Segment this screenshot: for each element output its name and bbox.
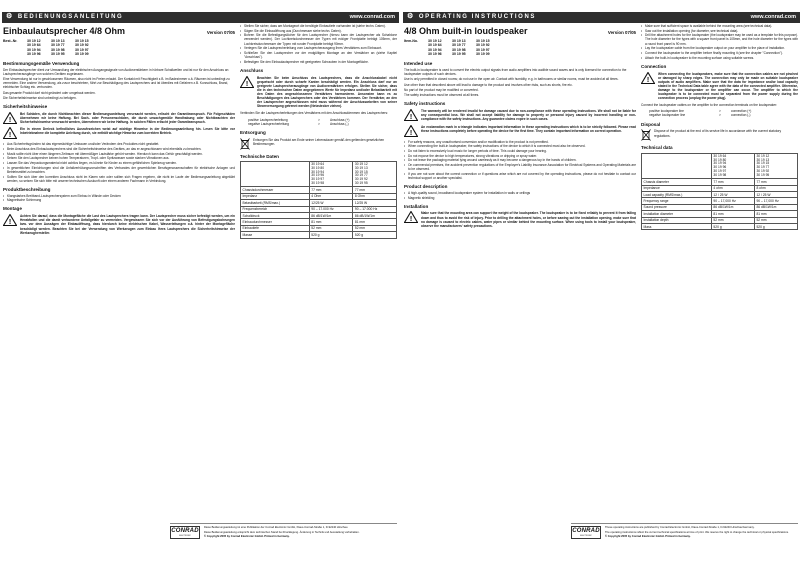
table-cell: 77 mm xyxy=(711,179,754,185)
paragraph: Das gesamte Produkt darf nicht geändert oder umgebaut werden. xyxy=(3,90,96,95)
table-cell xyxy=(642,154,712,179)
table-cell: 12/25 W xyxy=(353,200,397,206)
table-cell: 520 g xyxy=(754,224,797,230)
paragraph: The built-in loudspeaker is used to convert the electric output signals from audio amplifiers into audible sound waves and is only licensed for connection to the loudspeaker outputs of such devices. xyxy=(404,67,627,76)
page-title: 4/8 Ohm built-in loudspeaker xyxy=(404,26,528,36)
item-number: 30 19 09 xyxy=(75,52,89,57)
conn-cell: negative loudspeaker line xyxy=(649,113,686,118)
item-number: 30 19 64 xyxy=(27,43,41,48)
section-heading: Anschluss xyxy=(240,67,264,73)
list-item: • Sägen Sie die Einbauöffnung aus (Durchmesser siehe techn. Daten). xyxy=(240,29,397,33)
version: Version 07/05 xyxy=(206,30,235,35)
paragraph: No part of the product may be modified or converted. xyxy=(404,87,479,92)
table-cell xyxy=(241,162,310,187)
conn-cell: negative Lautsprecherleitung xyxy=(248,121,289,126)
table-cell: 81 mm xyxy=(711,211,754,217)
table-cell: 12 / 25 W xyxy=(754,191,797,197)
table-cell: 52 mm xyxy=(353,225,397,231)
list-item: • Schließen Sie den Lautsprecher vor der endgültigen Montage an den Verstärker an (siehe Kapitel "Anschluss"). xyxy=(240,51,397,59)
table-cell: 81 mm xyxy=(309,219,353,225)
description-list xyxy=(404,191,636,200)
description-list xyxy=(3,194,235,203)
warning-triangle-icon xyxy=(404,109,418,121)
paragraph: Verbinden Sie die Lautsprecherleitungen des Verstärkers mit den Anschlussklemmen des Lautsprechers: xyxy=(240,111,388,116)
table-cell: 81 mm xyxy=(754,211,797,217)
table-cell: 4 Ohm xyxy=(309,193,353,199)
section-heading: Technical data xyxy=(641,145,673,151)
gear-icon: ⚙ xyxy=(6,13,14,21)
table-row xyxy=(642,224,798,230)
table-cell: 8 Ohm xyxy=(353,193,397,199)
table-cell: Installation diameter xyxy=(642,211,712,217)
table-cell: Frequenzbereich xyxy=(241,206,310,212)
svg-text:!: ! xyxy=(409,129,413,137)
item-number: 30 19 96 xyxy=(428,52,442,57)
item-number: 30 19 92 xyxy=(476,43,490,48)
footer xyxy=(571,523,798,549)
section-heading: Technische Daten xyxy=(240,153,279,159)
table-cell: 30 19 64 30 19 80 30 19 94 30 19 96 30 19 97 30 19 98 xyxy=(711,154,754,179)
warning-triangle-icon xyxy=(3,112,17,124)
table-row xyxy=(241,162,397,187)
warning-triangle-icon xyxy=(641,72,655,84)
paragraph: Use other than that described above will lead to damage to the product and involves other risks, such as shorts, fire etc. xyxy=(404,82,573,87)
table-cell: Belastbarkeit (RMS/max.) xyxy=(241,200,310,206)
item-number: 30 19 97 xyxy=(476,47,490,52)
warning-triangle-icon xyxy=(3,214,17,226)
header-url[interactable]: www.conrad.com xyxy=(349,13,395,20)
list-item: • Sollten Sie sich über den korrekten Anschluss nicht im Klaren sein oder sollten sich Fragen ergeben, die nicht im Laufe der Bedienungsanleitung abgeklärt werden, so setzen Sie sich bitte mit unserer technischen Auskunft oder einem anderen Fachmann in Verbindung. xyxy=(3,175,235,183)
conn-cell: > xyxy=(719,113,721,118)
table-cell: 12 / 25 W xyxy=(711,191,754,197)
list-item: • A high-quality sound, broadband loudspeaker system for installation in walls or ceilings xyxy=(404,191,636,195)
logo-subtext: ELECTRONIC xyxy=(580,535,592,538)
warning-text: An exclamation mark in a triangle indicates important information in these operating instructions which is to be strictly followed. Please read these instructions completely before operating the device for the first time. They contain important information on correct operation. xyxy=(421,124,636,133)
table-cell: 90 – 17.000 Hz xyxy=(353,206,397,212)
conrad-logo xyxy=(170,526,200,539)
footer-line: Diese Bedienungsanleitung ist eine Publikation der Conrad Electronic GmbH, Klaus-Conrad-Straße 1, D-92240 Hirschau. xyxy=(204,526,349,529)
list-item: • Make sure that sufficient space is available behind the mounting area (see technical data). xyxy=(641,24,798,28)
header-url[interactable]: www.conrad.com xyxy=(750,13,796,20)
table-cell: 90 – 17.000 Hz xyxy=(309,206,353,212)
section-heading: Product description xyxy=(404,183,448,189)
table-cell: Sound pressure xyxy=(642,204,712,210)
connection-table xyxy=(649,109,798,117)
table-cell: Mass xyxy=(642,224,712,230)
list-item: • Magnetic shielding xyxy=(404,196,636,200)
table-row xyxy=(241,232,397,238)
safety-list xyxy=(404,140,636,180)
logo-text: CONRAD xyxy=(171,527,199,534)
paragraph: Die Sicherheitshinweise sind unbedingt zu befolgen. xyxy=(3,96,77,101)
table-cell: Load capacity (RMS/max.) xyxy=(642,191,712,197)
list-item: • In gewerblichen Einrichtungen sind die Unfallverhütungsvorschriften des Verbandes der gewerblichen Berufsgenossenschaften für elektrische Anlagen und Betriebsmittel zu beachten. xyxy=(3,166,235,174)
section-heading: Produktbeschreibung xyxy=(3,186,51,192)
item-number: 30 19 95 xyxy=(452,52,466,57)
warning-text: Beachten Sie beim Anschluss des Lautsprechers, dass die Anschlusskabel nicht gequetscht oder durch scharfe Kanten beschädigt werden. Ein Anschluss darf nur an geeignete Lautsprecherausgänge von Audioverstärkern erfolgen. Stellen Sie sicher, dass die in den technischen Daten angegebenen Werte für Impedanz und/oder Belastbarkeit mit den Daten des angeschlossenen Verstärkers harmonieren. Ansonsten kann es zu Beschädigungen des Lautsprechers oder des Verstärkers kommen. Der Verstärker, an den der Lautsprecher angeschlossen wird muss während der Anschlussarbeiten von seiner Stromversorgung getrennt werden (Netzstecker ziehen). xyxy=(257,75,397,109)
header-title: BEDIENUNGSANLEITUNG xyxy=(17,13,124,20)
table-cell: 86 dB/1W/1m xyxy=(754,204,797,210)
table-cell: 86 dB/1W/1m xyxy=(711,204,754,210)
item-number: 30 19 13 xyxy=(51,38,65,43)
list-item: • Magnetische Schirmung xyxy=(3,198,235,202)
item-number: 30 19 12 xyxy=(428,38,442,43)
table-cell: 52 mm xyxy=(309,225,353,231)
table-cell: 30 19 12 30 19 13 30 19 15 30 19 77 30 19 92 30 19 95 xyxy=(353,162,397,187)
table-cell: 86 dB/1W/1m xyxy=(353,212,397,218)
item-number: 30 19 94 xyxy=(27,47,41,52)
section-heading: Installation xyxy=(404,203,429,209)
table-cell: 4 ohm xyxy=(711,185,754,191)
table-cell: Einbaudurchmesser xyxy=(241,219,310,225)
table-cell: Einbautiefe xyxy=(241,225,310,231)
section-heading: Sicherheitshinweise xyxy=(3,104,48,110)
warning-triangle-icon xyxy=(240,76,254,88)
tech-table xyxy=(240,161,397,238)
conn-cell: positive Lautsprecherleitung xyxy=(248,117,288,122)
list-item: • Setzen Sie den Lautsprecher keinen hohen Temperaturen, Tropf- oder Spritzwasser sowie starken Vibrationen aus. xyxy=(3,156,235,160)
warning-text: Make sure that the mounting area can support the weight of the loudspeaker. The loudspeaker is to be fixed reliably to prevent it from falling down and thus to avoid the risk of injury. Prior to drilling the attachment holes, or before sawing out the installation opening, make sure that no damage is caused to electric cables, water pipes or similar behind the mounting surface. When using tools to install your loudspeaker, observe the manufacturers' safety precautions. xyxy=(421,211,636,228)
list-item: • Saw out the installation opening (for diameter, see technical data). xyxy=(641,29,798,33)
header-bar xyxy=(403,12,800,23)
item-number: 30 19 09 xyxy=(476,52,490,57)
table-cell: Frequency range xyxy=(642,198,712,204)
crossed-bin-icon xyxy=(641,129,651,141)
item-number: 30 19 77 xyxy=(51,43,65,48)
table-cell: 8 ohm xyxy=(754,185,797,191)
crossed-bin-icon xyxy=(240,138,250,150)
list-item: • Klangstarkes Breitband-Lautsprechersystem zum Einbau in Wände oder Decken xyxy=(3,194,235,198)
footer-note xyxy=(204,526,397,549)
disposal-text: Dispose of the product at the end of its service life in accordance with the current statutory regulations. xyxy=(654,129,782,138)
table-cell: 81 mm xyxy=(353,219,397,225)
conn-cell: Anschluss (+) xyxy=(330,117,350,122)
column-1 xyxy=(404,24,636,517)
list-item: • Connect the loudspeaker to the amplifier before finally mounting it (see the chapter "Connection"). xyxy=(641,51,798,55)
item-number: 30 19 64 xyxy=(428,43,442,48)
list-item: • Stellen Sie sicher, dass am Montageort die benötigte Einbautiefe vorhanden ist (siehe techn. Daten). xyxy=(240,24,397,28)
footer-line: These operating instructions are published by Conrad Electronic GmbH, Klaus-Conrad-Straße 1, D-92240 Hirschau/Germany. xyxy=(605,526,755,529)
footer-line: The operating instructions reflect the current technical specifications at time of print. We reserve the right to change the technical or physical specifications. xyxy=(605,530,789,534)
tech-table xyxy=(641,153,798,230)
page-english xyxy=(401,0,802,567)
table-cell: 520 g xyxy=(353,232,397,238)
list-item: • Lay the loudspeaker cable from the loudspeaker output on your amplifier to the place of installation. xyxy=(641,46,798,50)
mount-list xyxy=(240,24,397,64)
list-item: • Verlegen Sie die Lautsprecherleitung vom Lautsprecherausgang Ihres Verstärkers zum Einbauort. xyxy=(240,46,397,50)
warning-triangle-icon xyxy=(404,125,418,137)
svg-text:!: ! xyxy=(8,132,12,140)
item-number: 30 19 15 xyxy=(476,38,490,43)
footer-line: Diese Bedienungsanleitung entspricht dem technischen Stand bei Drucklegung. Änderung in Technik und Ausstattung vorbehalten. xyxy=(204,530,360,534)
conn-cell: > xyxy=(318,121,320,126)
list-item: • Beim Anschluss des Einbaulautsprechers sind die Sicherheitshinweise des Gerätes, an das er angeschlossen wird ebenfalls zu beachten. xyxy=(3,147,235,151)
table-cell: Masse xyxy=(241,232,310,238)
paragraph: Eine Verwendung ist nur in geschlossenen Räumen, also nicht im Freien erlaubt. Der Kontakt mit Feuchtigkeit z.B. im Badezimmer u.ä. Räumen ist unbedingt zu vermeiden. Eine andere Verwendung, als zuvor beschrieben, führt zur Beschädigung des Lautsprechers und ist überdies mit Gefahren z.B. Kurzschluss, Brand, elektrischer Schlag etc. verbunden. xyxy=(3,77,230,90)
warning-text: Achten Sie darauf, dass die Montagefläche die Last des Lautsprechers tragen kann. Der Lautsprecher muss sicher befestigt werden, um ein Herabfallen und die damit verbundene Unfallgefahr zu vermeiden. Vergewissern Sie sich vor der Ausführung von Befestigungsbohrungen bzw. vor dem Aussägen der Einbauöffnung, dass hierdurch keine elektrischen Kabel, Wasserleitungen o.ä. hinter der Montagefläche beschädigt werden. Beachten Sie bei der Verwendung von Werkzeugen zum Einbau Ihres Lautsprechers die Sicherheitshinweise der Werkzeughersteller. xyxy=(20,214,235,235)
item-number: 30 19 95 xyxy=(51,52,65,57)
footer-note xyxy=(605,526,798,549)
header-bar xyxy=(2,12,399,23)
paragraph: Connect the loudspeaker cables on the amplifier to the connection terminals on the loudspeaker: xyxy=(641,103,778,108)
table-cell: Chassis diameter xyxy=(642,179,712,185)
item-number: 30 19 98 xyxy=(452,47,466,52)
table-cell: 30 19 64 30 19 80 30 19 94 30 19 96 30 19 97 30 19 98 xyxy=(309,162,353,187)
version: Version 07/05 xyxy=(607,30,636,35)
section-heading: Montage xyxy=(3,206,22,212)
conn-cell: connection (-) xyxy=(731,113,751,118)
column-2 xyxy=(641,24,798,517)
item-number: 30 19 12 xyxy=(27,38,41,43)
column-1 xyxy=(3,24,235,517)
list-item: • When connecting the built-in loudspeaker, the safety instructions of the device to which it is connected must also be observed. xyxy=(404,144,636,148)
column-2 xyxy=(240,24,397,517)
copyright: © Copyright 2005 by Conrad Electronic GmbH. Printed in Germany. xyxy=(204,535,290,539)
mount-list xyxy=(641,24,798,60)
item-number: 30 19 77 xyxy=(452,43,466,48)
footer xyxy=(170,523,397,549)
svg-text:!: ! xyxy=(8,219,12,227)
section-heading: Intended use xyxy=(404,60,433,66)
list-item: • Do not expose the device to high temperatures, strong vibrations or dripping or spray water. xyxy=(404,154,636,158)
table-cell: 86 dB/1W/1m xyxy=(309,212,353,218)
item-number: 30 19 92 xyxy=(75,43,89,48)
table-cell: 520 g xyxy=(309,232,353,238)
copyright: © Copyright 2005 by Conrad Electronic GmbH. Printed in Germany. xyxy=(605,535,691,539)
item-number: 30 19 98 xyxy=(51,47,65,52)
item-number: 30 19 97 xyxy=(75,47,89,52)
list-item: • Attach the built-in loudspeaker to the mounting surface using suitable screws. xyxy=(641,56,798,60)
paragraph: The safety instructions must be observed at all times. xyxy=(404,93,480,98)
list-item: • Do not leave the packaging material lying around carelessly as it may become a dangerous toy in the hands of children. xyxy=(404,158,636,162)
logo-text: CONRAD xyxy=(572,527,600,534)
warning-text: The warranty will be rendered invalid for damage caused due to non-compliance with these operating instructions. We shall not be liable for any consequential loss. We shall not accept liability for damage to property or personal injury caused by incorrect handling or non-compliance with the safety instructions. Any guarantee claims expire in such cases. xyxy=(421,109,636,122)
conn-cell: > xyxy=(318,117,320,122)
item-number: 30 19 94 xyxy=(428,47,442,52)
table-cell: Schalldruck xyxy=(241,212,310,218)
item-number-label: Best.-Nr. xyxy=(3,38,18,43)
table-cell: Installation depth xyxy=(642,217,712,223)
list-item: • Lassen Sie das Verpackungsmaterial nicht achtlos liegen, es könnte für Kinder zu einem gefährlichen Spielzeug werden. xyxy=(3,161,235,165)
section-heading: Entsorgung xyxy=(240,129,266,135)
item-number-label: Item-No. xyxy=(404,38,418,43)
warning-text: When connecting the loudspeakers, make sure that the connection cables are not pinched or damaged by sharp edges. The connection may only be made on suitable loudspeaker outputs of audio amplifiers. Make sure that the data for impedance and/or load capacity stated in the Technical Data table agree with the data of the connected amplifier. Otherwise, damage to the loudspeaker or the amplifier can occur. The amplifier to which the loudspeaker is to be connected must be separated from the power supply during the connection process (unplug the power plug). xyxy=(658,71,798,101)
list-item: • Musik sollte nicht über einen längeren Zeitraum mit übermäßiger Lautstärke gehört werden. Hierdurch kann das Gehör geschädigt werden. xyxy=(3,152,235,156)
table-cell: 77 mm xyxy=(309,187,353,193)
warning-triangle-icon xyxy=(3,127,17,139)
item-number: 30 19 15 xyxy=(75,38,89,43)
disposal-text: Entsorgen Sie das Produkt am Ende seiner Lebensdauer gemäß den geltenden gesetzlichen Bestimmungen. xyxy=(253,137,385,146)
paragraph: Der Einbaulautsprecher dient zur Umwandlung der elektrischen Ausgangssignale von Audioverstärkern in hörbare Schallwellen und ist nur für den Anschluss an Lautsprecherausgänge von solchen Geräten zugelassen. xyxy=(3,67,229,76)
header-title: OPERATING INSTRUCTIONS xyxy=(418,13,536,20)
section-heading: Safety instructions xyxy=(404,101,446,107)
svg-text:!: ! xyxy=(8,117,12,125)
table-cell: 52 mm xyxy=(711,217,754,223)
conn-cell: > xyxy=(719,109,721,114)
list-item: • Aus Sicherheitsgründen ist das eigenmächtige Umbauen und/oder Verändern des Produktes nicht gestattet. xyxy=(3,142,235,146)
table-cell: Chassisdurchmesser xyxy=(241,187,310,193)
conrad-logo xyxy=(571,526,601,539)
list-item: • Bohren Sie die Befestigungslöcher für den Lautsprecher (hierzu kann der Lautsprecher als Schablone verwendet werden). Der Lochkreisdurchmesser der Typen mit eckiger Frontplatte beträgt 105mm, der Lochkreisdurchmesser der Typen mit runder Frontplatte beträgt 90mm. xyxy=(240,33,397,45)
list-item: • Do not listen to excessively loud music for longer periods of time. This could damage your hearing. xyxy=(404,149,636,153)
safety-list xyxy=(3,142,235,182)
list-item: • For safety reasons, any unauthorised conversion and/or modification to the product is not permitted. xyxy=(404,140,636,144)
table-cell: 90 – 17,000 Hz xyxy=(711,198,754,204)
paragraph: Use is only permitted in closed rooms; do not use in the open air. Contact with humidity, e.g. in bathrooms or similar rooms, must be avoided at all times. xyxy=(404,77,619,82)
list-item: • Befestigen Sie den Einbaulautsprecher mit geeigneten Schrauben in der Montagefläche. xyxy=(240,60,397,64)
list-item: • If you are not sure about the correct connection or if questions arise which are not covered by the operating instructions, please do not hesitate to contact our technical support or another specialist. xyxy=(404,172,636,180)
warning-triangle-icon xyxy=(404,211,418,223)
connection-table xyxy=(248,118,397,126)
conn-cell: positive loudspeaker line xyxy=(649,109,684,114)
svg-text:!: ! xyxy=(409,216,413,224)
item-numbers xyxy=(404,39,636,57)
table-cell: 520 g xyxy=(711,224,754,230)
item-numbers xyxy=(3,39,235,57)
gear-icon: ⚙ xyxy=(407,13,415,21)
table-cell: 90 – 17,000 Hz xyxy=(754,198,797,204)
logo-subtext: ELECTRONIC xyxy=(179,535,191,538)
list-item: • Drill the attachment holes for the loudspeaker (the loudspeaker may be used as a template for this purpose). The hole diameter for the types with a square front panel is 105mm, and the hole diameter for the types with a round front panel is 90 mm. xyxy=(641,33,798,45)
section-heading: Bestimmungsgemäße Verwendung xyxy=(3,60,80,66)
item-number: 30 19 13 xyxy=(452,38,466,43)
table-cell: 52 mm xyxy=(754,217,797,223)
table-cell: 77 mm xyxy=(754,179,797,185)
conn-cell: Anschluss (-) xyxy=(330,121,349,126)
conn-cell: connection (+) xyxy=(731,109,752,114)
svg-text:!: ! xyxy=(409,114,413,122)
warning-text: Bei Schäden, die durch Nichtbeachten dieser Bedienungsanleitung verursacht werden, erlischt der Garantieanspruch. Für Folgeschäden übernehmen wir keine Haftung. Bei Sach- oder Personenschäden, die durch unsachgemäße Handhabung oder Nichtbeachten der Sicherheitshinweise verursacht werden, übernehmen wir keine Haftung. In solchen Fällen erlischt jeder Garantieanspruch. xyxy=(20,112,235,125)
table-cell: 30 19 12 30 19 13 30 19 15 30 19 77 30 19 92 30 19 95 xyxy=(754,154,797,179)
section-heading: Disposal xyxy=(641,121,661,127)
table-row xyxy=(642,154,798,179)
svg-text:!: ! xyxy=(245,80,249,88)
warning-text: Ein in einem Dreieck befindliches Ausrufezeichen weist auf wichtige Hinweise in der Bedienungsanleitung hin. Lesen Sie bitte vor Inbetriebnahme die komplette Anleitung durch, sie enthält wichtige Hinweise zum korrekten Betrieb. xyxy=(20,127,235,136)
table-cell: Impedance xyxy=(642,185,712,191)
table-cell: Impedanz xyxy=(241,193,310,199)
svg-text:!: ! xyxy=(646,76,650,84)
table-cell: 12/25 W xyxy=(309,200,353,206)
table-cell: 77 mm xyxy=(353,187,397,193)
item-number: 30 19 96 xyxy=(27,52,41,57)
section-heading: Connection xyxy=(641,63,667,69)
page-title: Einbaulautsprecher 4/8 Ohm xyxy=(3,26,126,36)
list-item: • On commercial premises, the accident prevention regulations of the Employer's Liability Insurance Association for Electrical Systems and Operating Materials are to be observed. xyxy=(404,163,636,171)
